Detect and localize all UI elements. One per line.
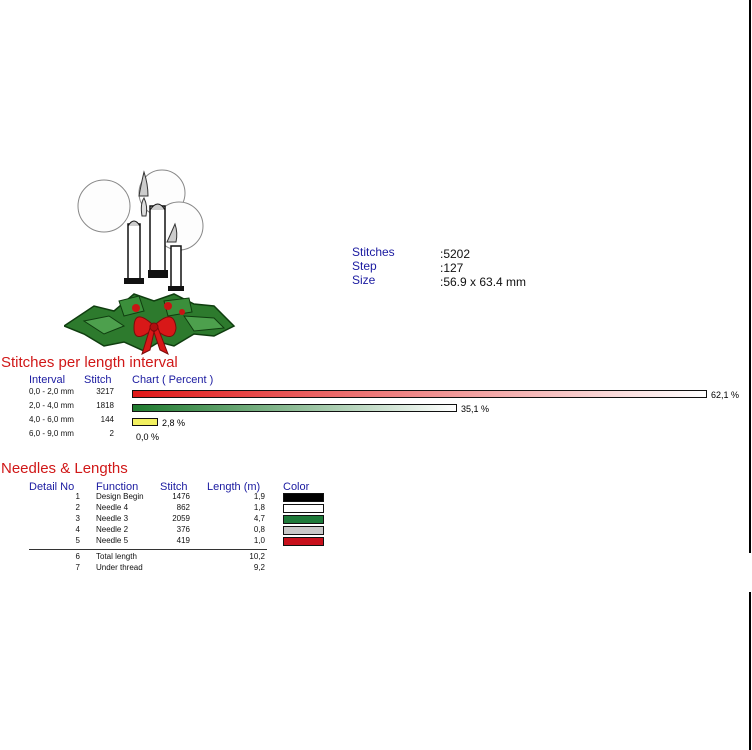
needle-stitch: 1476: [172, 492, 190, 501]
interval-percent-label: 35,1 %: [461, 404, 490, 414]
interval-range: 4,0 - 6,0 mm: [29, 415, 74, 424]
needle-length: 1,0: [253, 536, 265, 545]
interval-stitch-count: 2: [109, 429, 114, 438]
interval-percent-label: 0,0 %: [136, 432, 160, 442]
needle-length: 1,9: [253, 492, 265, 501]
needle-function: Needle 5: [96, 536, 129, 545]
size-value: :56.9 x 63.4 mm: [440, 275, 527, 289]
right-edge-line-top: [749, 0, 751, 553]
needles-section-title: Needles & Lengths: [1, 460, 128, 477]
needle-color-swatch: [283, 537, 324, 546]
needle-length: 1,8: [253, 503, 265, 512]
needle-stitch: 419: [176, 536, 190, 545]
needle-length: 0,8: [253, 525, 265, 534]
needle-function: Needle 4: [96, 503, 129, 512]
total-function: Under thread: [96, 563, 143, 572]
needle-detail-no: 1: [75, 492, 80, 501]
interval-percent-label: 62,1 %: [711, 390, 740, 400]
needle-color-swatch: [283, 526, 324, 535]
stitches-value: :5202: [440, 247, 471, 261]
right-edge-line-bottom: [749, 592, 751, 750]
interval-stitch-count: 3217: [96, 387, 114, 396]
interval-stitch-count: 144: [100, 415, 114, 424]
totals-divider: [29, 549, 267, 550]
needle-detail-no: 5: [75, 536, 80, 545]
needle-detail-no: 2: [75, 503, 80, 512]
interval-percent-label: 2,8 %: [162, 418, 186, 428]
needle-color-swatch: [283, 493, 324, 502]
interval-bar: [132, 418, 158, 426]
interval-bar: [132, 390, 707, 398]
step-label: Step: [352, 259, 377, 273]
needle-length: 4,7: [253, 514, 265, 523]
stitches-label: Stitches: [352, 245, 395, 259]
interval-range: 2,0 - 4,0 mm: [29, 401, 74, 410]
interval-bar: [132, 404, 457, 412]
needle-stitch: 862: [176, 503, 190, 512]
needle-detail-no: 3: [75, 514, 80, 523]
needle-function: Needle 3: [96, 514, 129, 523]
needle-stitch: 2059: [172, 514, 190, 523]
needle-stitch-header: Stitch: [160, 481, 188, 493]
needle-function: Needle 2: [96, 525, 129, 534]
total-length: 9,2: [253, 563, 265, 572]
total-function: Total length: [96, 552, 137, 561]
interval-range: 6,0 - 9,0 mm: [29, 429, 74, 438]
detail-no-header: Detail No: [29, 481, 75, 493]
interval-header: Interval: [29, 374, 66, 386]
step-value: :127: [440, 261, 464, 275]
size-label: Size: [352, 273, 376, 287]
total-detail-no: 6: [75, 552, 80, 561]
needle-stitch: 376: [176, 525, 190, 534]
color-header: Color: [283, 481, 310, 493]
needle-function: Design Begin: [96, 492, 144, 501]
interval-stitch-count: 1818: [96, 401, 114, 410]
interval-range: 0,0 - 2,0 mm: [29, 387, 74, 396]
total-length: 10,2: [249, 552, 265, 561]
interval-stitch-header: Stitch: [84, 374, 112, 386]
design-preview-image: [64, 166, 240, 358]
total-detail-no: 7: [75, 563, 80, 572]
needle-color-swatch: [283, 515, 324, 524]
interval-chart-header: Chart ( Percent ): [132, 374, 214, 386]
function-header: Function: [96, 481, 139, 493]
length-header: Length (m): [207, 481, 261, 493]
needle-detail-no: 4: [75, 525, 80, 534]
interval-section-title: Stitches per length interval: [1, 354, 178, 371]
needle-color-swatch: [283, 504, 324, 513]
